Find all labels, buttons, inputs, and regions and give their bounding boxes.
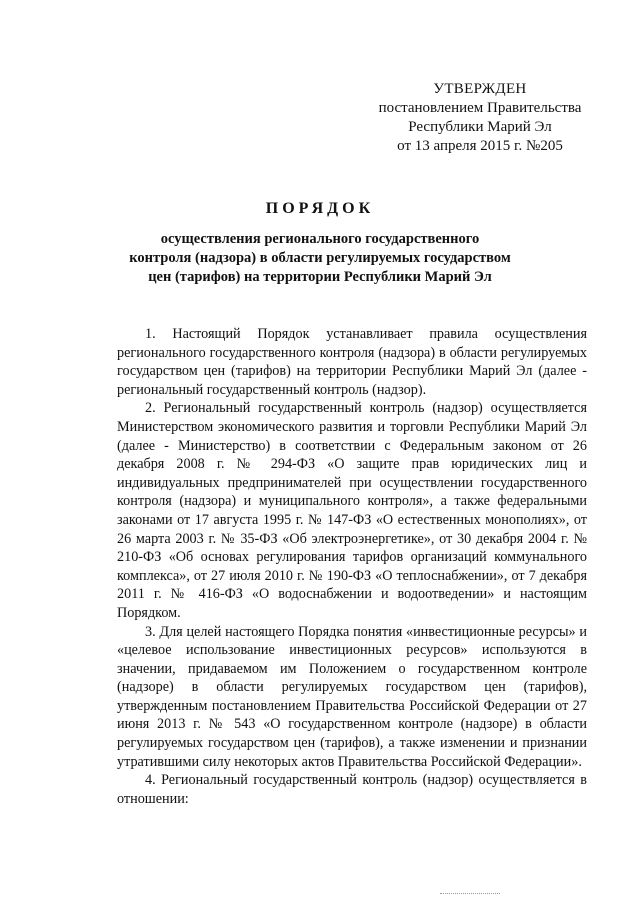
approval-block (370, 80, 590, 156)
subtitle-line-1: осуществления регионального государственного (160, 231, 480, 247)
document-subtitle (0, 230, 640, 287)
document-body (117, 325, 587, 808)
paragraph-3: 3. Для целей настоящего Порядка понятия «инвестиционные ресурсы» и «целевое использование инвестиционных ресурсов» используются в значении, придаваемом им Положением о государственном контроле (надзоре) в области регулируемых государством цен (тарифов), утвержденным постановлением Правительства Российской Федерации от 27 июня 2013 г. № 543 «О государственном контроле (надзоре) в области регулируемых государством цен (тарифов), а также изменении и признании утратившими силу некоторых актов Правительства Российской Федерации». (117, 623, 587, 770)
approval-line-2: Республики Марий Эл (408, 119, 552, 135)
paragraph-4: 4. Региональный государственный контроль (надзор) осуществляется в отношении: (117, 772, 587, 807)
approval-stamp: УТВЕРЖДЕН (433, 81, 527, 97)
approval-line-1: постановлением Правительства (378, 100, 582, 116)
paragraph-1: 1. Настоящий Порядок устанавливает правила осуществления регионального государственного контроля (надзора) в области регулируемых государством цен (тарифов) на территории Республики Марий Эл (далее - региональный государственный контроль (надзор). (117, 326, 587, 398)
subtitle-line-3: цен (тарифов) на территории Республики Марий Эл (148, 269, 492, 285)
page-footer-mark (440, 893, 500, 895)
paragraph-2: 2. Региональный государственный контроль (надзор) осуществляется Министерством экономического развития и торговли Республики Марий Эл (далее - Министерство) в соответствии с Федеральным законом от 26 декабря 2008 г. № 294-ФЗ «О защите прав юридических лиц и индивидуальных предпринимателей при осуществлении государственного контроля (надзора) и муниципального контроля», а также федеральными законами от 17 августа 1995 г. № 147-ФЗ «О естественных монополиях», от 26 марта 2003 г. № 35-ФЗ «Об электроэнергетике», от 30 декабря 2004 г. № 210-ФЗ «Об основах регулирования тарифов организаций коммунального комплекса», от 27 июля 2010 г. № 190-ФЗ «О теплоснабжении», от 7 декабря 2011 г. № 416-ФЗ «О водоснабжении и водоотведении» и настоящим Порядком. (117, 400, 587, 621)
approval-line-3: от 13 апреля 2015 г. №205 (397, 138, 563, 154)
document-title: ПОРЯДОК (265, 200, 375, 217)
subtitle-line-2: контроля (надзора) в области регулируемых государством (129, 250, 511, 266)
